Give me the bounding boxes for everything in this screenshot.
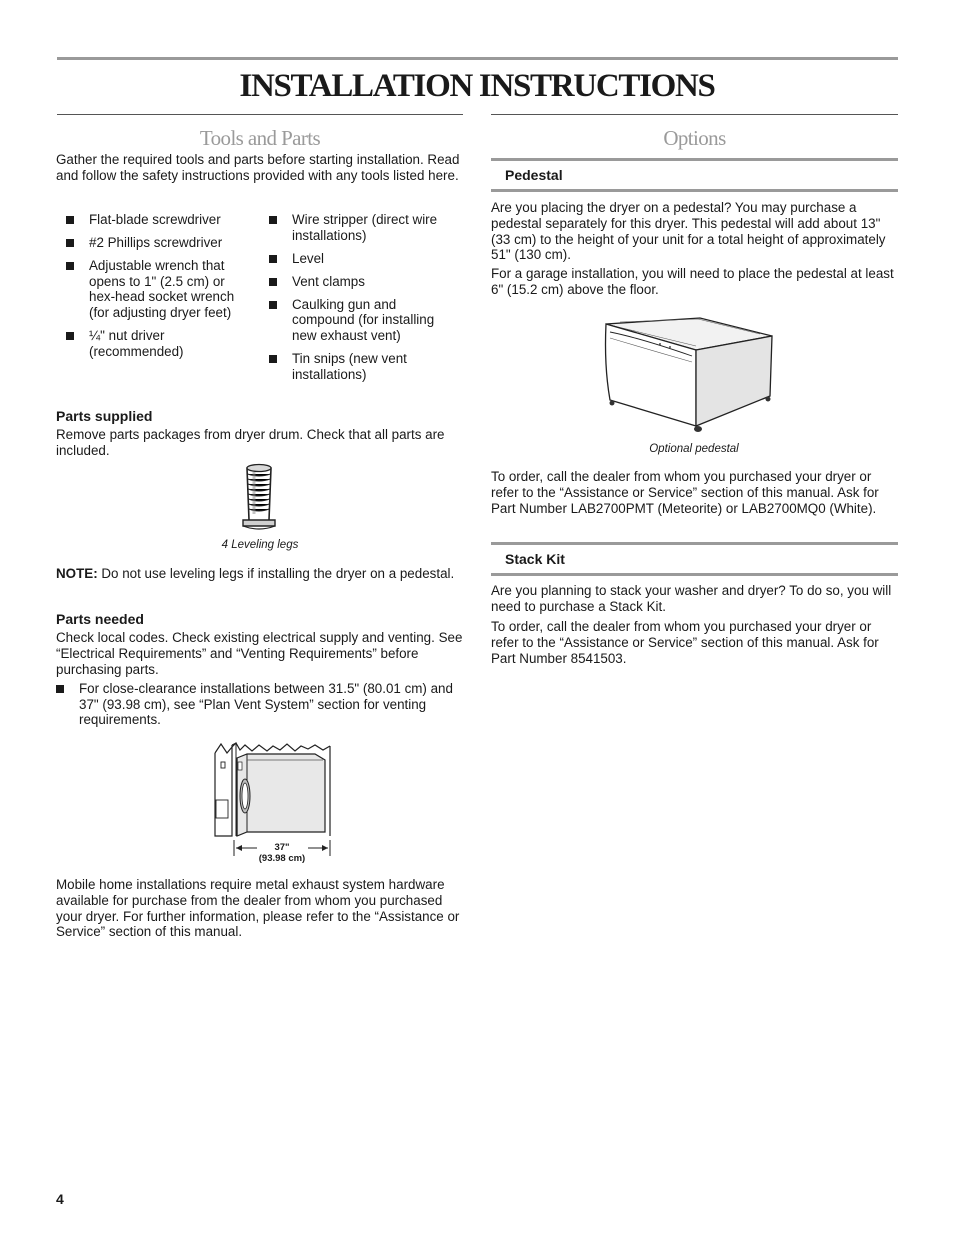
pedestal-heading-bar bbox=[491, 158, 898, 192]
list-item: Wire stripper (direct wire installations) bbox=[259, 212, 459, 243]
list-item: Flat-blade screwdriver bbox=[56, 212, 252, 228]
list-item: Vent clamps bbox=[259, 274, 459, 290]
dimension-inches-label: 37" bbox=[274, 842, 290, 853]
parts-needed-heading: Parts needed bbox=[56, 611, 144, 627]
stack-kit-heading-bar bbox=[491, 542, 898, 576]
pedestal-paragraph-3: To order, call the dealer from whom you purchased your dryer or refer to the “Assistance or Service” section of this manual. Ask for Part Number LAB2700PMT (Meteorite) or LAB2700MQ0 (White). bbox=[491, 469, 879, 516]
list-item: Caulking gun and compound (for installing new exhaust vent) bbox=[259, 297, 459, 344]
list-item: Tin snips (new vent installations) bbox=[259, 351, 459, 382]
bullet-square bbox=[269, 216, 277, 224]
bullet-square bbox=[269, 278, 277, 286]
page-number: 4 bbox=[56, 1191, 64, 1207]
parts-needed-text: Check local codes. Check existing electrical supply and venting. See “Electrical Requirements” and “Venting Requirements” before purchasing parts. bbox=[56, 630, 463, 677]
stack-kit-paragraph-2: To order, call the dealer from whom you purchased your dryer or refer to the “Assistance or Service” section of this manual. Ask for Part Number 8541503. bbox=[491, 619, 879, 666]
list-item: For close-clearance installations between 31.5" (80.01 cm) and 37" (93.98 cm), see “Plan Vent System” section for venting requirements. bbox=[46, 681, 456, 728]
pedestal-illustration bbox=[600, 316, 780, 436]
tools-list-col2 bbox=[259, 212, 459, 390]
note-paragraph bbox=[56, 566, 461, 582]
bullet-square bbox=[66, 332, 74, 340]
tools-and-parts-heading: Tools and Parts bbox=[199, 126, 321, 150]
bullet-square bbox=[269, 301, 277, 309]
leveling-legs-caption: 4 Leveling legs bbox=[221, 539, 299, 551]
page-title: INSTALLATION INSTRUCTIONS bbox=[239, 68, 715, 104]
stack-kit-heading: Stack Kit bbox=[505, 551, 565, 567]
parts-supplied-text: Remove parts packages from dryer drum. Check that all parts are included. bbox=[56, 427, 445, 458]
note-label: NOTE: bbox=[56, 566, 98, 581]
left-title-rule bbox=[57, 114, 463, 115]
tools-intro: Gather the required tools and parts before starting installation. Read and follow the safety instructions provided with any tools listed here. bbox=[56, 152, 460, 183]
list-item: ¼" nut driver (recommended) bbox=[56, 328, 252, 359]
bullet-square bbox=[269, 355, 277, 363]
pedestal-paragraph-1: Are you placing the dryer on a pedestal? You may purchase a pedestal separately for this dryer. This pedestal will add about 13" (33 cm) to the height of your unit for a total height of approximately 51" (130 cm). bbox=[491, 200, 886, 263]
pedestal-paragraph-2: For a garage installation, you will need to place the pedestal at least 6" (15.2 cm) above the floor. bbox=[491, 266, 894, 297]
bullet-square bbox=[66, 216, 74, 224]
top-rule bbox=[57, 57, 898, 60]
leveling-leg-illustration bbox=[236, 462, 282, 532]
bullet-square bbox=[66, 239, 74, 247]
parts-needed-list bbox=[46, 681, 456, 735]
mobile-home-text: Mobile home installations require metal exhaust system hardware available for purchase from the dealer from whom you purchased your dryer. For further information, please refer to the “Assistance or Service” section of this manual. bbox=[56, 877, 460, 940]
note-text: Do not use leveling legs if installing the dryer on a pedestal. bbox=[97, 566, 455, 581]
stack-kit-paragraph-1: Are you planning to stack your washer and dryer? To do so, you will need to purchase a Stack Kit. bbox=[491, 583, 892, 614]
pedestal-caption: Optional pedestal bbox=[649, 443, 739, 455]
list-item: #2 Phillips screwdriver bbox=[56, 235, 252, 251]
parts-supplied-heading: Parts supplied bbox=[56, 408, 153, 424]
bullet-square bbox=[56, 685, 64, 693]
list-item: Level bbox=[259, 251, 459, 267]
bullet-square bbox=[66, 262, 74, 270]
list-item: Adjustable wrench that opens to 1" (2.5 cm) or hex-head socket wrench (for adjusting dryer feet) bbox=[56, 258, 252, 320]
dimension-cm-label: (93.98 cm) bbox=[258, 853, 306, 864]
tools-list-col1 bbox=[56, 212, 252, 367]
pedestal-heading: Pedestal bbox=[505, 167, 563, 183]
bullet-square bbox=[269, 255, 277, 263]
options-heading: Options bbox=[663, 126, 726, 150]
right-title-rule bbox=[491, 114, 898, 115]
